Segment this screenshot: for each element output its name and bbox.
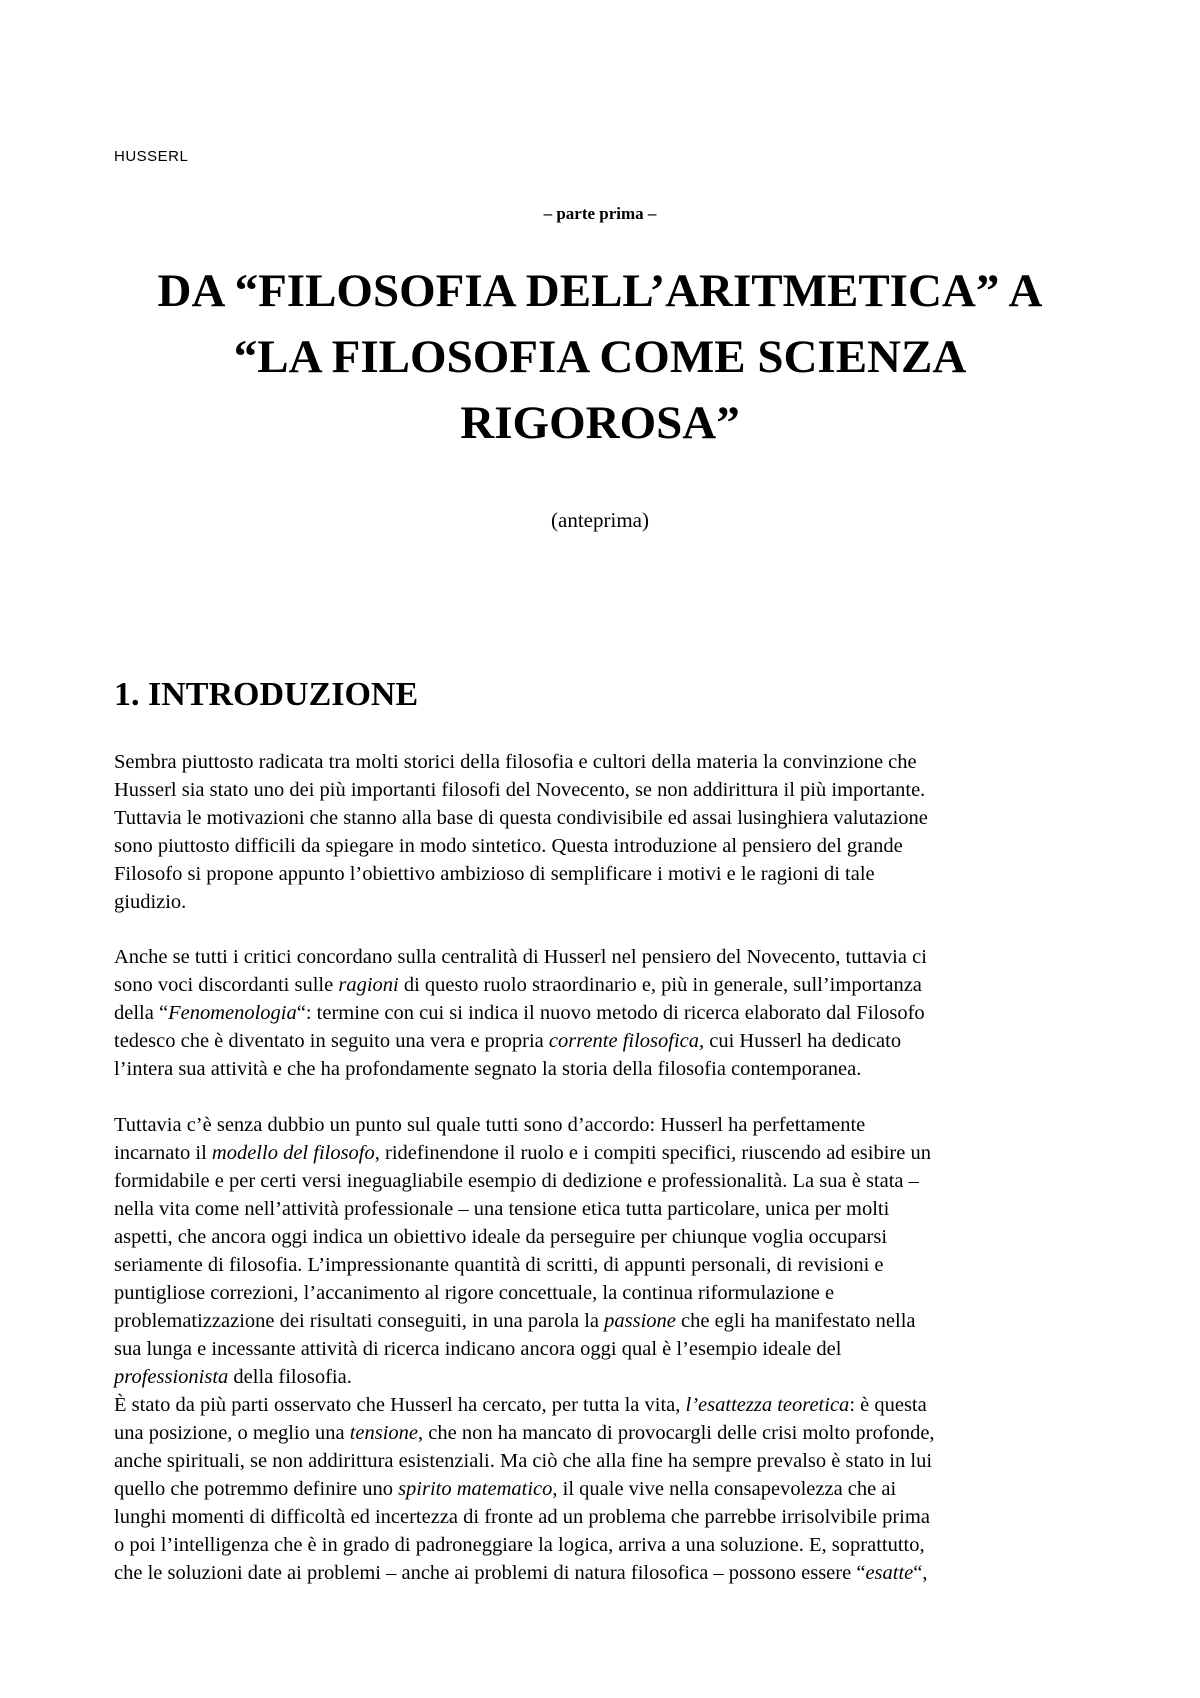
text-line bbox=[114, 1363, 1104, 1391]
emphasis: passione bbox=[604, 1310, 676, 1332]
text-line: giudizio. bbox=[114, 891, 187, 913]
text-line: seriamente di filosofia. L’impressionante quantità di scritti, di appunti personali, di revisioni e bbox=[114, 1254, 884, 1276]
text-run: della filosofia. bbox=[228, 1366, 352, 1388]
text-line: Sembra piuttosto radicata tra molti storici della filosofia e cultori della materia la convinzione che bbox=[114, 751, 917, 773]
text-run: , cui Husserl ha dedicato bbox=[699, 1030, 902, 1052]
text-line bbox=[114, 1027, 1104, 1055]
text-line: aspetti, che ancora oggi indica un obiettivo ideale da perseguire per chiunque voglia occuparsi bbox=[114, 1226, 888, 1248]
paragraph-2 bbox=[114, 943, 1104, 1083]
text-run: “, bbox=[913, 1562, 928, 1584]
emphasis: modello del filosofo bbox=[211, 1142, 375, 1164]
emphasis: professionista bbox=[114, 1366, 229, 1388]
emphasis: tensione bbox=[349, 1422, 419, 1444]
title-line: RIGOROSA” bbox=[460, 397, 740, 449]
text-line bbox=[114, 1139, 1104, 1167]
text-run: , ridefinendone il ruolo e i compiti specifici, riuscendo ad esibire un bbox=[374, 1142, 931, 1164]
emphasis: spirito matematico bbox=[398, 1478, 553, 1500]
text-run: problematizzazione dei risultati conseguiti, in una parola la bbox=[114, 1310, 605, 1332]
text-run: , il quale vive nella consapevolezza che ai bbox=[552, 1478, 897, 1500]
text-line: anche spirituali, se non addirittura esistenziali. Ma ciò che alla fine ha sempre prevalso è stato in lui bbox=[114, 1450, 933, 1472]
text-line: formidabile e per certi versi ineguagliabile esempio di dedizione e professionalità. La sua è stata – bbox=[114, 1170, 919, 1192]
running-header: HUSSERL bbox=[114, 148, 189, 165]
text-run: di questo ruolo straordinario e, più in generale, sull’importanza bbox=[398, 974, 922, 996]
text-run: della “ bbox=[114, 1002, 169, 1024]
text-line: Tuttavia c’è senza dubbio un punto sul quale tutti sono d’accordo: Husserl ha perfettamente bbox=[114, 1114, 866, 1136]
emphasis: Fenomenologia bbox=[168, 1002, 297, 1024]
text-line bbox=[114, 1475, 1104, 1503]
emphasis: ragioni bbox=[338, 974, 399, 996]
text-run: una posizione, o meglio una bbox=[114, 1422, 350, 1444]
paragraph-3 bbox=[114, 1111, 1104, 1587]
text-run: : è questa bbox=[849, 1394, 927, 1416]
part-label: – parte prima – bbox=[543, 204, 657, 223]
text-line: o poi l’intelligenza che è in grado di padroneggiare la logica, arriva a una soluzione. E, soprattutto, bbox=[114, 1534, 925, 1556]
text-run: tedesco che è diventato in seguito una vera e propria bbox=[114, 1030, 549, 1052]
text-run: sono voci discordanti sulle bbox=[114, 974, 339, 996]
text-run: quello che potremmo definire uno bbox=[114, 1478, 399, 1500]
section-heading: 1. INTRODUZIONE bbox=[114, 676, 419, 713]
text-line: nella vita come nell’attività professionale – una tensione etica tutta particolare, unica per molti bbox=[114, 1198, 890, 1220]
text-line bbox=[114, 971, 1104, 999]
text-line: Anche se tutti i critici concordano sulla centralità di Husserl nel pensiero del Novecento, tuttavia ci bbox=[114, 946, 927, 968]
title-line: DA “FILOSOFIA DELL’ARITMETICA” A bbox=[157, 265, 1043, 317]
text-line: puntigliose correzioni, l’accanimento al rigore concettuale, la continua riformulazione e bbox=[114, 1282, 835, 1304]
text-run: , che non ha mancato di provocargli delle crisi molto profonde, bbox=[418, 1422, 935, 1444]
emphasis: corrente filosofica bbox=[548, 1030, 700, 1052]
text-run: che le soluzioni date ai problemi – anche ai problemi di natura filosofica – possono essere “ bbox=[114, 1562, 866, 1584]
text-line: l’intera sua attività e che ha profondamente segnato la storia della filosofia contemporanea. bbox=[114, 1058, 862, 1080]
text-line: Filosofo si propone appunto l’obiettivo ambizioso di semplificare i motivi e le ragioni di tale bbox=[114, 863, 875, 885]
text-line bbox=[114, 999, 1104, 1027]
emphasis: esatte bbox=[865, 1562, 914, 1584]
emphasis: l’esattezza teoretica bbox=[685, 1394, 850, 1416]
text-line: sono piuttosto difficili da spiegare in modo sintetico. Questa introduzione al pensiero del grande bbox=[114, 835, 903, 857]
text-line: sua lunga e incessante attività di ricerca indicano ancora oggi qual è l’esempio ideale del bbox=[114, 1338, 842, 1360]
title-line: “LA FILOSOFIA COME SCIENZA bbox=[233, 331, 967, 383]
text-run: che egli ha manifestato nella bbox=[675, 1310, 916, 1332]
text-line bbox=[114, 1559, 1104, 1587]
text-line bbox=[114, 1307, 1104, 1335]
text-line: Husserl sia stato uno dei più importanti filosofi del Novecento, se non addirittura il più importante. bbox=[114, 779, 926, 801]
document-title bbox=[60, 258, 1140, 456]
text-line: lunghi momenti di difficoltà ed incertezza di fronte ad un problema che parrebbe irrisolvibile prima bbox=[114, 1506, 930, 1528]
text-run: “: termine con cui si indica il nuovo metodo di ricerca elaborato dal Filosofo bbox=[296, 1002, 925, 1024]
text-run: È stato da più parti osservato che Husserl ha cercato, per tutta la vita, bbox=[114, 1394, 686, 1416]
text-line bbox=[114, 1391, 1104, 1419]
text-run: incarnato il bbox=[114, 1142, 212, 1164]
paragraph-1 bbox=[114, 748, 1104, 916]
subtitle: (anteprima) bbox=[551, 508, 649, 532]
text-line bbox=[114, 1419, 1104, 1447]
text-line: Tuttavia le motivazioni che stanno alla base di questa condivisibile ed assai lusinghiera valutazione bbox=[114, 807, 928, 829]
